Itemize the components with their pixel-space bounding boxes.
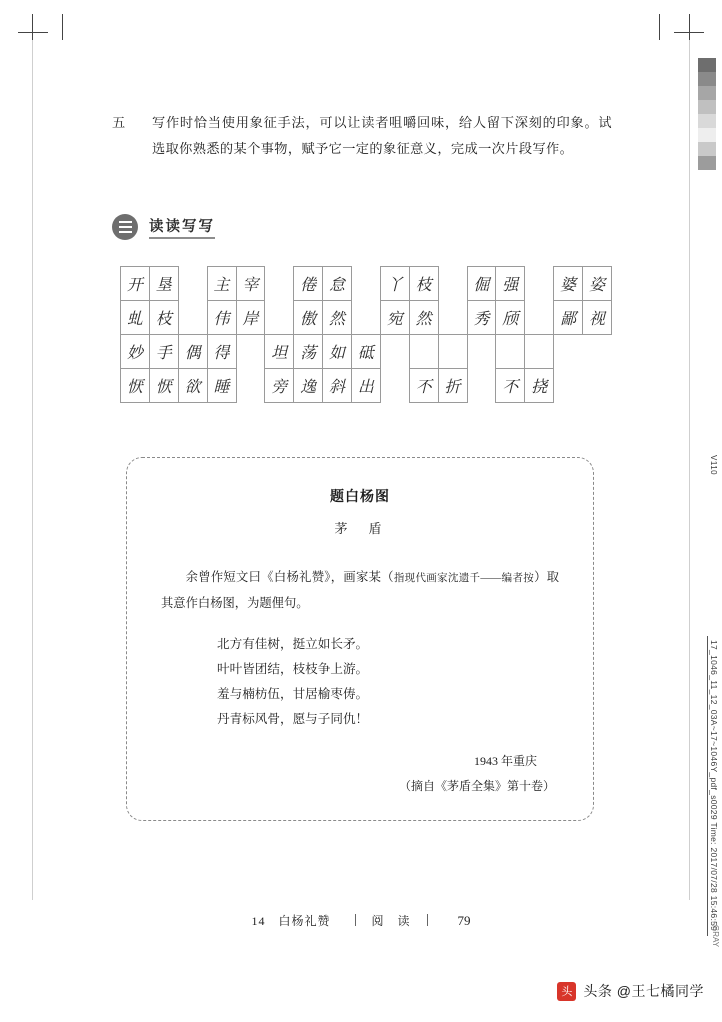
section-header (112, 214, 612, 240)
character-cell: 宛 (380, 301, 409, 335)
character-cell: 砥 (352, 335, 381, 369)
character-cell: 不 (496, 369, 525, 403)
color-swatch-3 (698, 100, 716, 114)
character-cell: 枝 (149, 301, 178, 335)
color-swatch-4 (698, 114, 716, 128)
color-swatch-2 (698, 86, 716, 100)
crop-mark-top-left-2 (62, 14, 63, 40)
poem-intro-note: 指现代画家沈遗千——编者按 (393, 573, 535, 584)
grid-gap (352, 301, 381, 335)
character-cell: 不 (409, 369, 438, 403)
character-cell: 得 (207, 335, 236, 369)
poem-source: （摘自《茅盾全集》第十卷） (398, 779, 555, 793)
character-cell: 傲 (294, 301, 323, 335)
character-cell: 挠 (525, 369, 554, 403)
character-cell: 坦 (265, 335, 294, 369)
page-content (112, 110, 612, 821)
character-cell: 婆 (554, 267, 583, 301)
grid-gap (467, 369, 496, 403)
exercise-item (112, 110, 612, 162)
character-cell: 丫 (380, 267, 409, 301)
grid-gap (236, 369, 265, 403)
character-cell: 颀 (496, 301, 525, 335)
footer-page-number: 79 (457, 913, 471, 928)
grid-gap (467, 335, 496, 369)
character-cell: 倦 (294, 267, 323, 301)
color-swatch-6 (698, 142, 716, 156)
character-grid-row (121, 369, 612, 403)
character-cell: 出 (352, 369, 381, 403)
character-grid-row (121, 267, 612, 301)
character-grid-row (121, 335, 612, 369)
poem-line: 丹青标风骨，愿与子同仇！ (217, 712, 369, 726)
side-gray-label: GRAY (711, 925, 720, 948)
grid-gap (236, 335, 265, 369)
character-cell: 怠 (323, 267, 352, 301)
character-cell: 开 (121, 267, 150, 301)
footer-divider (355, 914, 356, 926)
character-cell: 主 (207, 267, 236, 301)
grid-gap (438, 267, 467, 301)
grid-gap (525, 267, 554, 301)
character-cell: 枝 (409, 267, 438, 301)
character-cell: 斜 (323, 369, 352, 403)
grid-gap (525, 301, 554, 335)
watermark-text: 头条 @王七橘同学 (583, 983, 704, 999)
page-margin-rule-left (32, 40, 33, 900)
footer-unit: 阅 读 (371, 914, 411, 928)
poem-lines (161, 632, 559, 732)
character-grid (120, 266, 612, 403)
crop-mark-top-left-h (18, 32, 48, 33)
grid-gap (178, 267, 207, 301)
character-cell: 姿 (583, 267, 612, 301)
grid-gap (265, 301, 294, 335)
character-cell: 鄙 (554, 301, 583, 335)
character-cell: 伟 (207, 301, 236, 335)
character-cell: 宰 (236, 267, 265, 301)
poem-intro-prefix: 余曾作短文曰《白杨礼赞》，画家某（ (185, 570, 394, 584)
section-title: 读读写写 (149, 215, 215, 239)
poem-intro (161, 565, 559, 616)
character-cell: 旁 (265, 369, 294, 403)
character-cell: 手 (149, 335, 178, 369)
page-margin-rule-right (689, 40, 690, 900)
character-cell: 恹 (121, 369, 150, 403)
exercise-text: 写作时恰当使用象征手法，可以让读者咀嚼回味，给人留下深刻的印象。试选取你熟悉的某个事物，赋予它一定的象征意义，完成一次片段写作。 (152, 115, 612, 156)
crop-mark-top-right-h (674, 32, 704, 33)
character-cell: 虬 (121, 301, 150, 335)
character-cell-empty (525, 335, 554, 369)
character-cell: 岸 (236, 301, 265, 335)
character-cell: 妙 (121, 335, 150, 369)
character-cell-empty (438, 335, 467, 369)
color-swatch-0 (698, 58, 716, 72)
character-cell: 然 (409, 301, 438, 335)
grid-gap (178, 301, 207, 335)
character-cell: 荡 (294, 335, 323, 369)
color-calibration-strip (698, 58, 716, 170)
crop-mark-top-right (689, 14, 690, 40)
poem-line: 羞与楠枋伍，甘居榆枣俦。 (217, 687, 369, 701)
footer-chapter: 14 白杨礼赞 (251, 914, 331, 928)
grid-gap (380, 335, 409, 369)
character-cell: 如 (323, 335, 352, 369)
side-file-code: 17_1046_11_12_03A~17~1046Y_pdf_s0029 Time: 2017/07/28 15:46:59 (709, 640, 719, 932)
poem-line: 北方有佳树，挺立如长矛。 (217, 637, 369, 651)
poem-intro-suffix: ）取其意作白杨图，为题俚句。 (161, 570, 560, 610)
side-rule (707, 636, 708, 936)
hamburger-icon (112, 214, 138, 240)
side-version-id: V110 (709, 455, 718, 476)
character-grid-row (121, 301, 612, 335)
footer-divider-2 (427, 914, 428, 926)
color-swatch-5 (698, 128, 716, 142)
grid-gap (352, 267, 381, 301)
grid-gap (265, 267, 294, 301)
character-cell: 垦 (149, 267, 178, 301)
poem-box (126, 457, 594, 821)
poem-author: 茅 盾 (334, 521, 386, 536)
character-grid-table (120, 266, 612, 403)
poem-line: 叶叶皆团结，枝枝争上游。 (217, 662, 369, 676)
character-cell: 视 (583, 301, 612, 335)
grid-gap (380, 369, 409, 403)
character-cell: 然 (323, 301, 352, 335)
character-cell: 倔 (467, 267, 496, 301)
page-footer (0, 912, 722, 929)
poem-signature: 1943 年重庆 (473, 754, 537, 768)
character-cell: 偶 (178, 335, 207, 369)
character-cell: 恹 (149, 369, 178, 403)
character-cell-empty (409, 335, 438, 369)
character-cell: 逸 (294, 369, 323, 403)
grid-gap (438, 301, 467, 335)
watermark-bar (0, 960, 722, 1022)
color-swatch-1 (698, 72, 716, 86)
poem-title: 题白杨图 (330, 490, 390, 505)
character-cell: 秀 (467, 301, 496, 335)
color-swatch-7 (698, 156, 716, 170)
crop-mark-top-left (32, 14, 33, 40)
crop-mark-top-right-2 (659, 14, 660, 40)
character-cell: 睡 (207, 369, 236, 403)
character-cell: 折 (438, 369, 467, 403)
character-cell: 欲 (178, 369, 207, 403)
character-cell-empty (496, 335, 525, 369)
exercise-number: 五 (112, 115, 126, 130)
toutiao-logo-icon: 头 (557, 982, 576, 1001)
character-cell: 强 (496, 267, 525, 301)
